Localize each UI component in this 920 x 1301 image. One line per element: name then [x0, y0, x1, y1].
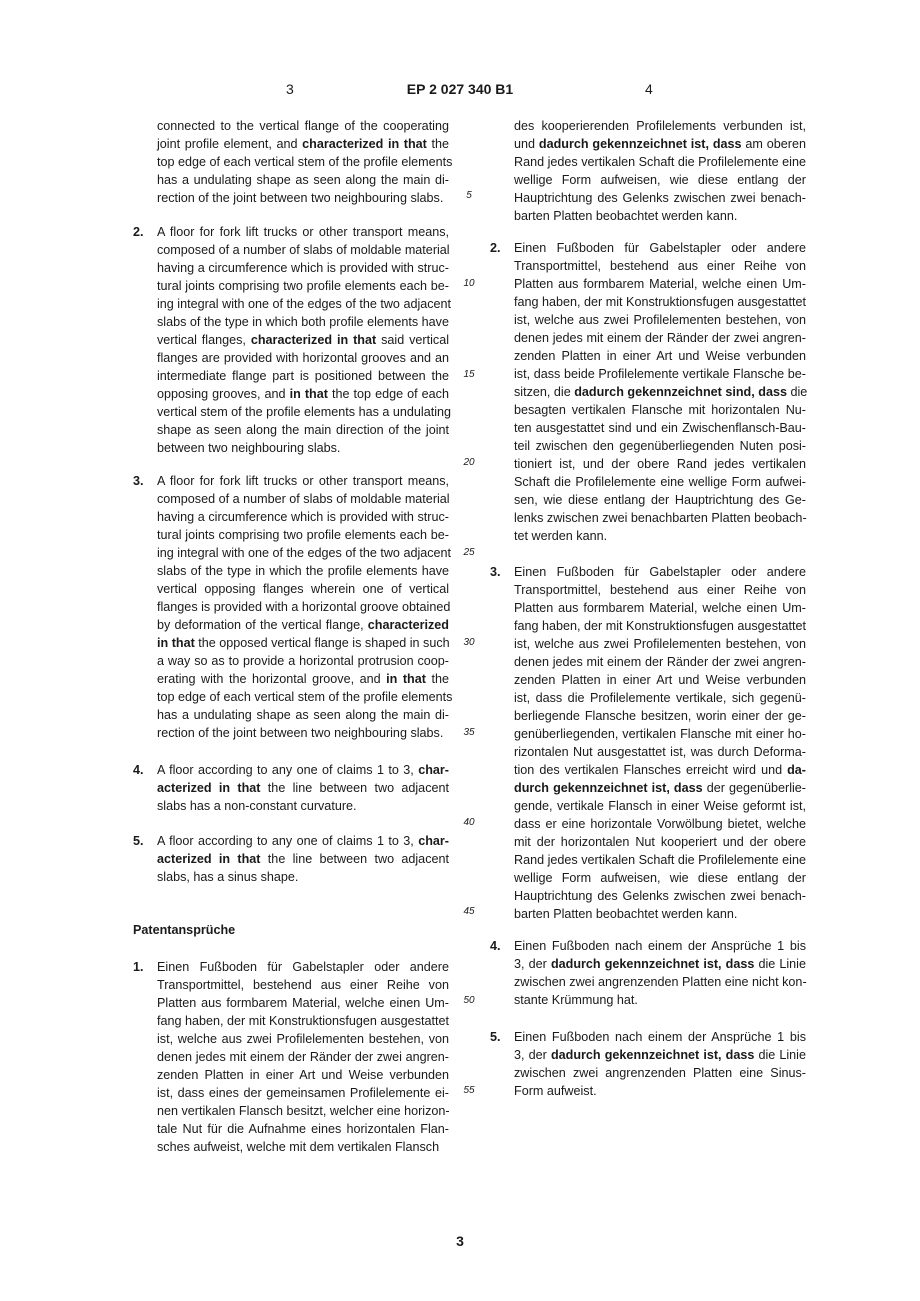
claim-number: 4.: [490, 939, 501, 953]
text-line: vertical opposing flanges wherein one of vertical: [157, 582, 449, 596]
text-line: Hauptrichtung des Gelenks zwischen zwei benach-: [514, 191, 806, 205]
margin-line-number: 40: [463, 817, 475, 828]
text-line: zenden Platten in einer Art und Weise verbunden: [157, 1068, 449, 1082]
text-line: zwischen zwei angrenzenden Platten eine nicht kon-: [514, 975, 807, 989]
claim-continuation: [157, 117, 453, 207]
text-line: Rand jedes vertikalen Schaft die Profilelemente eine: [514, 853, 806, 867]
text-line: intermediate flange part is positioned between the: [157, 369, 449, 383]
text-line: erating with the horizontal groove, and in that the: [157, 672, 449, 686]
bold-phrase: acterized in that: [157, 852, 261, 866]
claim-number: 5.: [490, 1030, 501, 1044]
claim-4: [157, 761, 449, 815]
text-line: ist, dass die Profilelemente vertikale, sich gegenü-: [514, 691, 806, 705]
text-line: Einen Fußboden für Gabelstapler oder andere: [514, 565, 806, 579]
bold-phrase: characterized in that: [302, 137, 427, 151]
text-line: denen jedes mit einem der Ränder der zwei angren-: [157, 1050, 449, 1064]
text-line: composed of a number of slabs of moldable material: [157, 492, 450, 506]
text-line: fang haben, der mit Konstruktionsfugen ausgestattet: [157, 1014, 449, 1028]
claim-number: 3.: [133, 474, 144, 488]
bold-phrase: in that: [289, 387, 328, 401]
text-line: A floor for fork lift trucks or other transport means,: [157, 225, 449, 239]
text-line: vertical stem of the profile elements has a undulating: [157, 405, 452, 419]
text-line: sen, wie diese entlang der Hauptrichtung des Ge-: [514, 493, 806, 507]
document-title: EP 2 027 340 B1: [406, 81, 514, 97]
bold-phrase: characterized in that: [250, 333, 377, 347]
bold-phrase: acterized in that: [157, 781, 261, 795]
anspruch-2: [514, 239, 806, 545]
text-line: A floor according to any one of claims 1 to 3, char-: [157, 763, 449, 777]
text-line: und dadurch gekennzeichnet ist, dass am oberen: [514, 137, 807, 151]
text-line: sches aufweist, welche mit dem vertikalen Flansch: [157, 1140, 440, 1154]
text-line: Hauptrichtung des Gelenks zwischen zwei benach-: [514, 889, 806, 903]
text-line: rizontalen Nut ausgestattet ist, was durch Deforma-: [514, 745, 806, 759]
text-line: rection of the joint between two neighbouring slabs.: [157, 191, 444, 205]
text-line: dass er eine horizontale Vorwölbung bietet, welche: [514, 817, 806, 831]
text-line: ist, dass eines der gemeinsamen Profilelemente ei-: [157, 1086, 449, 1100]
bold-phrase: dadurch gekennzeichnet sind, dass: [574, 385, 787, 399]
margin-line-number: 35: [463, 727, 475, 738]
text-line: wellige Form aufweisen, wie diese entlang der: [514, 173, 806, 187]
text-line: stante Krümmung hat.: [514, 993, 638, 1007]
claim-number: 5.: [133, 834, 144, 848]
text-line: gende, vertikale Flansch in einer Weise geformt ist,: [514, 799, 806, 813]
right-page-number: 4: [645, 81, 653, 97]
text-line: A floor for fork lift trucks or other transport means,: [157, 474, 449, 488]
text-line: top edge of each vertical stem of the profile elements: [157, 155, 453, 169]
margin-line-number: 15: [463, 369, 475, 380]
text-line: A floor according to any one of claims 1 to 3, char-: [157, 834, 449, 848]
bold-phrase: in that: [157, 636, 195, 650]
margin-line-number: 50: [463, 995, 475, 1006]
text-line: besagten vertikalen Flansche mit horizontalen Nu-: [514, 403, 806, 417]
text-line: Transportmittel, bestehend aus einer Reihe von: [514, 583, 806, 597]
anspruch-4: [514, 937, 806, 1009]
text-line: flanges are provided with horizontal grooves and an: [157, 351, 449, 365]
claim-number: 2.: [133, 225, 144, 239]
left-page-number: 3: [286, 81, 294, 97]
text-line: denen jedes mit einem der Ränder der zwei angren-: [514, 655, 806, 669]
bold-phrase: char-: [418, 834, 449, 848]
text-line: fang haben, der mit Konstruktionsfugen ausgestattet: [514, 295, 806, 309]
text-line: between two neighbouring slabs.: [157, 441, 341, 455]
bold-phrase: in that: [386, 672, 426, 686]
claim-number: 1.: [133, 960, 144, 974]
text-line: having a circumference which is provided with struc-: [157, 510, 449, 524]
margin-line-number: 20: [463, 457, 475, 468]
claim-5: [157, 832, 449, 886]
text-line: Platten aus formbarem Material, welche einen Um-: [157, 996, 449, 1010]
text-line: top edge of each vertical stem of the profile elements: [157, 690, 453, 704]
text-line: nen vertikalen Flansch besitzt, welcher eine horizon-: [157, 1104, 450, 1118]
text-line: composed of a number of slabs of moldable material: [157, 243, 450, 257]
text-line: Platten aus formbarem Material, welche einen Um-: [514, 277, 806, 291]
text-line: tet werden kann.: [514, 529, 608, 543]
section-heading: Patentansprüche: [133, 923, 236, 937]
text-line: berliegende Flansche besitzen, worin einer der ge-: [514, 709, 806, 723]
text-line: tural joints comprising two profile elements each be-: [157, 528, 449, 542]
text-line: has a undulating shape as seen along the main di-: [157, 173, 449, 187]
text-line: tale Nut für die Aufnahme eines horizontalen Flan-: [157, 1122, 449, 1136]
text-line: a way so as to provide a horizontal protrusion coop-: [157, 654, 449, 668]
text-line: genüberliegenden, vertikalen Flansche mit einer ho-: [514, 727, 806, 741]
text-line: denen jedes mit einem der Ränder der zwei angren-: [514, 331, 806, 345]
text-line: Einen Fußboden nach einem der Ansprüche 1 bis: [514, 1030, 806, 1044]
text-line: zwischen zwei angrenzenden Platten eine Sinus-: [514, 1066, 806, 1080]
text-line: flanges is provided with a horizontal groove obtained: [157, 600, 451, 614]
text-line: Einen Fußboden für Gabelstapler oder andere: [514, 241, 806, 255]
text-line: slabs has a non-constant curvature.: [157, 799, 357, 813]
text-line: tioniert ist, und der obere Rand jedes vertikalen: [514, 457, 806, 471]
text-line: Transportmittel, bestehend aus einer Reihe von: [157, 978, 449, 992]
text-line: tural joints comprising two profile elements each be-: [157, 279, 449, 293]
margin-line-number: 10: [463, 278, 475, 289]
margin-line-number: 5: [466, 190, 472, 201]
text-line: wellige Form aufweisen, wie diese entlang der: [514, 871, 806, 885]
text-line: ing integral with one of the edges of the two adjacent: [157, 546, 452, 560]
bold-phrase: dadurch gekennzeichnet ist, dass: [538, 137, 742, 151]
text-line: ist, welche aus zwei Profilelementen bestehen, von: [514, 313, 806, 327]
claim-2: [157, 223, 452, 457]
text-line: connected to the vertical flange of the cooperating: [157, 119, 449, 133]
anspruch-1: [157, 958, 449, 1156]
claim-number: 2.: [490, 241, 501, 255]
margin-line-number: 30: [463, 637, 475, 648]
bold-phrase: characterized: [367, 618, 449, 632]
anspruch-3: [514, 563, 806, 923]
claim-number: 3.: [490, 565, 501, 579]
text-line: Transportmittel, bestehend aus einer Reihe von: [514, 259, 806, 273]
text-line: slabs of the type in which the profile elements have: [157, 564, 449, 578]
text-line: 3, der dadurch gekennzeichnet ist, dass die Linie: [514, 1048, 806, 1062]
bold-phrase: durch gekennzeichnet ist, dass: [514, 781, 703, 795]
bold-phrase: dadurch gekennzeichnet ist, dass: [550, 957, 755, 971]
text-line: opposing grooves, and in that the top edge of each: [157, 387, 449, 401]
text-line: tion des vertikalen Flansches erreicht wird und da-: [514, 763, 806, 777]
text-line: vertical flanges, characterized in that said vertical: [157, 333, 450, 347]
text-line: lenks zwischen zwei benachbarten Platten beobach-: [514, 511, 807, 525]
anspruch-continuation: [514, 117, 806, 225]
claim-number: 4.: [133, 763, 144, 777]
text-line: teil zwischen den gegenüberliegenden Nuten posi-: [514, 439, 806, 453]
text-line: slabs, has a sinus shape.: [157, 870, 299, 884]
bold-phrase: da-: [787, 763, 806, 777]
text-line: Platten aus formbarem Material, welche einen Um-: [514, 601, 806, 615]
margin-line-number: 25: [463, 547, 475, 558]
text-line: fang haben, der mit Konstruktionsfugen ausgestattet: [514, 619, 806, 633]
claim-3: [157, 472, 453, 742]
text-line: zenden Platten in einer Art und Weise verbunden: [514, 349, 806, 363]
text-line: rection of the joint between two neighbouring slabs.: [157, 726, 444, 740]
text-line: ist, welche aus zwei Profilelementen bestehen, von: [514, 637, 806, 651]
text-line: acterized in that the line between two adjacent: [157, 852, 449, 866]
margin-line-number: 45: [463, 906, 475, 917]
text-line: slabs of the type in which both profile elements have: [157, 315, 449, 329]
text-line: zenden Platten in einer Art und Weise verbunden: [514, 673, 806, 687]
text-line: barten Platten beobachtet werden kann.: [514, 907, 738, 921]
text-line: durch gekennzeichnet ist, dass der gegenüberlie-: [514, 781, 806, 795]
text-line: ten ausgestattet sind und ein Zwischenflansch-Bau-: [514, 421, 806, 435]
bold-phrase: char-: [418, 763, 449, 777]
footer-page-number: 3: [456, 1233, 464, 1249]
text-line: sitzen, die dadurch gekennzeichnet sind, dass die: [514, 385, 808, 399]
text-line: by deformation of the vertical flange, characterized: [157, 618, 449, 632]
text-line: 3, der dadurch gekennzeichnet ist, dass die Linie: [514, 957, 806, 971]
text-line: ist, dass beide Profilelemente vertikale Flansche be-: [514, 367, 806, 381]
text-line: des kooperierenden Profilelements verbunden ist,: [514, 119, 806, 133]
anspruch-5: [514, 1028, 806, 1100]
text-line: Einen Fußboden für Gabelstapler oder andere: [157, 960, 449, 974]
text-line: barten Platten beobachtet werden kann.: [514, 209, 738, 223]
text-line: Schaft die Profilelemente eine wellige Form aufwei-: [514, 475, 806, 489]
text-line: Rand jedes vertikalen Schaft die Profilelemente eine: [514, 155, 806, 169]
text-line: Einen Fußboden nach einem der Ansprüche 1 bis: [514, 939, 806, 953]
text-line: acterized in that the line between two adjacent: [157, 781, 449, 795]
text-line: joint profile element, and characterized in that the: [157, 137, 449, 151]
text-line: mit der horizontalen Nut kooperiert und der obere: [514, 835, 806, 849]
text-line: ist, welche aus zwei Profilelementen bestehen, von: [157, 1032, 449, 1046]
text-line: has a undulating shape as seen along the main di-: [157, 708, 449, 722]
text-line: having a circumference which is provided with struc-: [157, 261, 449, 275]
text-line: in that the opposed vertical flange is shaped in such: [157, 636, 450, 650]
text-line: shape as seen along the main direction of the joint: [157, 423, 449, 437]
text-line: Form aufweist.: [514, 1084, 597, 1098]
text-line: ing integral with one of the edges of the two adjacent: [157, 297, 452, 311]
bold-phrase: dadurch gekennzeichnet ist, dass: [550, 1048, 755, 1062]
margin-line-number: 55: [463, 1085, 475, 1096]
